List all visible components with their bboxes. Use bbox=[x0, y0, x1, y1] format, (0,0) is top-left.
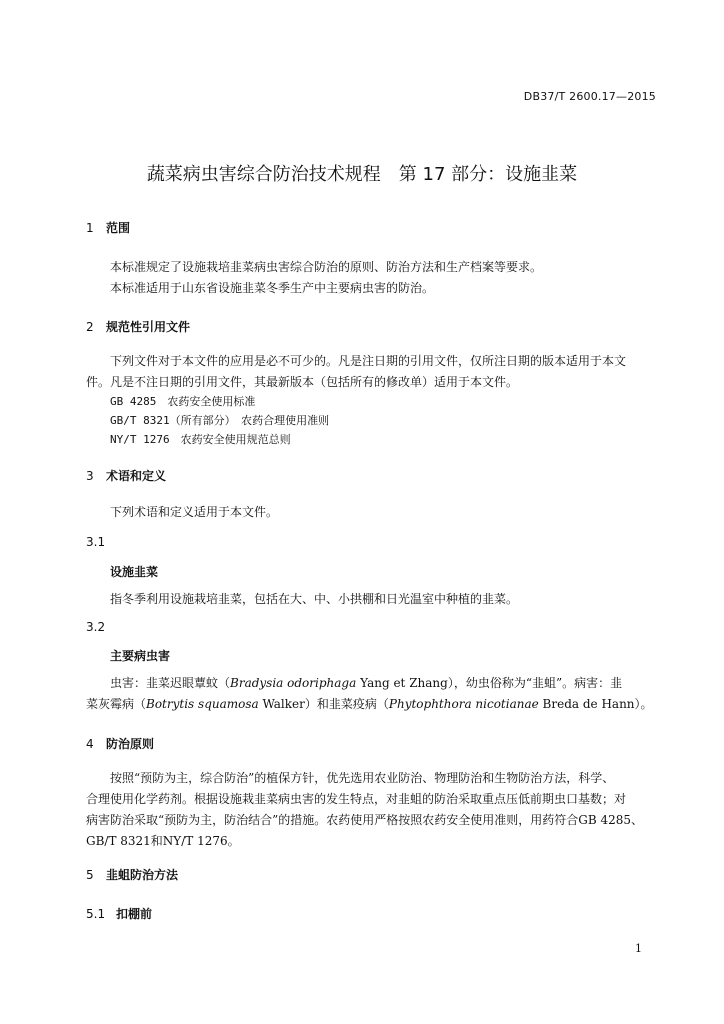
reference-item: GB/T 8321（所有部分） 农药合理使用准则 bbox=[110, 414, 330, 427]
section-number: 1 bbox=[86, 221, 94, 235]
term-definition-line: 菜灰霉病（Botrytis squamosa Walker）和韭菜疫病（Phytophthora nicotianae Breda de Hann）。 bbox=[86, 697, 653, 711]
term-name: 主要病虫害 bbox=[110, 649, 171, 663]
section-heading-scope bbox=[86, 219, 130, 236]
section-title: 防治原则 bbox=[106, 737, 155, 751]
section-title: 术语和定义 bbox=[106, 469, 167, 483]
subsection-number: 3.2 bbox=[86, 620, 106, 634]
term-definition-line: 虫害：韭菜迟眼蕈蚊（Bradysia odoriphaga Yang et Zhang），幼虫俗称为“韭蛆”。病害：韭 bbox=[110, 676, 623, 690]
section-number: 3 bbox=[86, 469, 94, 483]
paragraph-line: GB/T 8321和NY/T 1276。 bbox=[86, 834, 240, 848]
paragraph-line: 下列术语和定义适用于本文件。 bbox=[110, 505, 279, 519]
subsection-number: 3.1 bbox=[86, 535, 106, 549]
term-name: 设施韭菜 bbox=[110, 565, 159, 579]
paragraph-line: 本标准适用于山东省设施韭菜冬季生产中主要病虫害的防治。 bbox=[110, 281, 435, 295]
document-code: DB37/T 2600.17—2015 bbox=[523, 90, 656, 103]
section-number: 2 bbox=[86, 320, 94, 334]
paragraph-line: 合理使用化学药剂。根据设施栽韭菜病虫害的发生特点，对韭蛆的防治采取重点压低前期虫口基数；对 bbox=[86, 792, 627, 806]
page-number: 1 bbox=[635, 942, 642, 955]
subsection-number: 5.1 bbox=[86, 907, 106, 921]
section-number: 5 bbox=[86, 868, 94, 882]
page-title: 蔬菜病虫害综合防治技术规程 第 17 部分：设施韭菜 bbox=[146, 164, 578, 185]
section-number: 4 bbox=[86, 737, 94, 751]
section-heading-control-methods bbox=[86, 866, 178, 883]
subsection-heading bbox=[86, 905, 152, 922]
section-heading-principles bbox=[86, 735, 154, 752]
paragraph-line: 病害防治采取“预防为主，防治结合”的措施。农药使用严格按照农药安全使用准则，用药符合GB 4285、 bbox=[86, 813, 644, 827]
section-title: 韭蛆防治方法 bbox=[106, 868, 179, 882]
section-heading-normative-references bbox=[86, 318, 190, 335]
section-title: 规范性引用文件 bbox=[106, 320, 191, 334]
species-name: Bradysia odoriphaga bbox=[230, 676, 357, 690]
paragraph-line: 件。凡是不注日期的引用文件，其最新版本（包括所有的修改单）适用于本文件。 bbox=[86, 375, 519, 389]
paragraph-line: 本标准规定了设施栽培韭菜病虫害综合防治的原则、防治方法和生产档案等要求。 bbox=[110, 260, 543, 274]
species-name: Botrytis squamosa bbox=[146, 697, 259, 711]
subsection-title: 扣棚前 bbox=[116, 907, 153, 921]
reference-item: GB 4285 农药安全使用标准 bbox=[110, 395, 256, 408]
section-title: 范围 bbox=[106, 221, 131, 235]
reference-item: NY/T 1276 农药安全使用规范总则 bbox=[110, 433, 291, 446]
species-name: Phytophthora nicotianae bbox=[388, 697, 539, 711]
paragraph-line: 下列文件对于本文件的应用是必不可少的。凡是注日期的引用文件，仅所注日期的版本适用于本文 bbox=[110, 354, 627, 368]
paragraph-line: 按照“预防为主，综合防治”的植保方针，优先选用农业防治、物理防治和生物防治方法，科学、 bbox=[110, 771, 615, 785]
section-heading-terms bbox=[86, 467, 166, 484]
term-definition: 指冬季利用设施栽培韭菜，包括在大、中、小拱棚和日光温室中种植的韭菜。 bbox=[110, 592, 519, 606]
